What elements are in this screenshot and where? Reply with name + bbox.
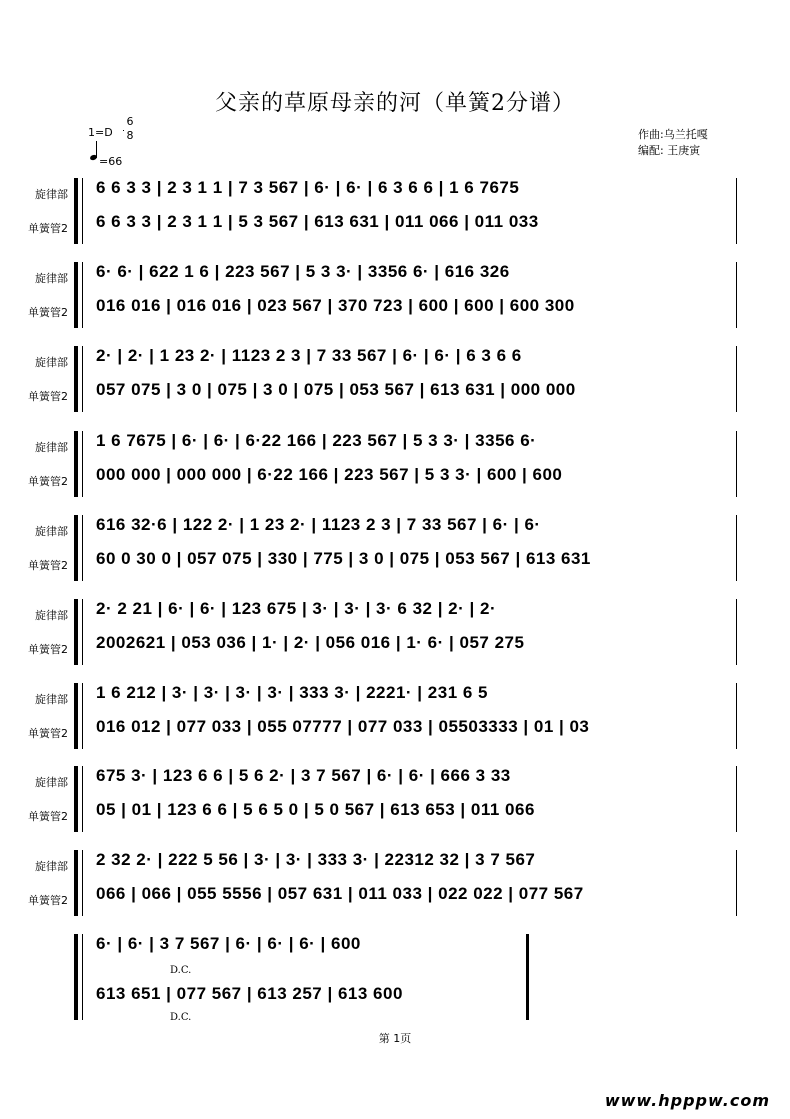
part-label-melody: 旋律部 (35, 441, 68, 454)
jianpu-notes: 2 32 2· | 222 5 56 | 3· | 3· | 333 3· | 22312 32 | 3 7 567 (96, 850, 536, 869)
notation-row-melody (96, 262, 736, 288)
notation-row-melody (96, 178, 736, 204)
system-start-barline (82, 766, 83, 832)
notation-row-clarinet2 (96, 212, 736, 238)
time-bottom: 8 (126, 129, 134, 142)
system-bracket (74, 346, 78, 412)
arranger-credit: 编配: 王庚寅 (638, 144, 701, 157)
notation-row-melody (96, 599, 736, 625)
part-label-clarinet2: 单簧管2 (28, 390, 68, 403)
system-start-barline (82, 683, 83, 749)
jianpu-notes: 066 | 066 | 055 5556 | 057 631 | 011 033 | 022 022 | 077 567 (96, 884, 584, 903)
part-label-clarinet2: 单簧管2 (28, 810, 68, 823)
jianpu-notes: 057 075 | 3 0 | 075 | 3 0 | 075 | 053 567 | 613 631 | 000 000 (96, 380, 576, 399)
system-end-barline (736, 850, 737, 916)
system-bracket (74, 766, 78, 832)
jianpu-notes: 2· 2 21 | 6· | 6· | 123 675 | 3· | 3· | 3· 6 32 | 2· | 2· (96, 599, 497, 618)
part-label-clarinet2: 单簧管2 (28, 643, 68, 656)
quarter-note-head-icon (89, 154, 97, 161)
jianpu-notes: 2· | 2· | 1 23 2· | 1123 2 3 | 7 33 567 | 6· | 6· | 6 3 6 6 (96, 346, 522, 365)
notation-row-clarinet2 (96, 549, 736, 575)
part-label-melody: 旋律部 (35, 776, 68, 789)
jianpu-notes: 675 3· | 123 6 6 | 5 6 2· | 3 7 567 | 6· | 6· | 666 3 33 (96, 766, 511, 785)
part-label-melody: 旋律部 (35, 609, 68, 622)
dc-mark-melody: D.C. (170, 965, 192, 976)
system-end-barline (736, 599, 737, 665)
staff-system-9 (0, 850, 790, 920)
jianpu-notes: 6· | 6· | 3 7 567 | 6· | 6· | 6· | 600 (96, 934, 361, 953)
system-bracket (74, 934, 78, 1020)
part-label-melody: 旋律部 (35, 272, 68, 285)
notation-row-clarinet2 (96, 717, 736, 743)
staff-system-7 (0, 683, 790, 753)
composer-credit: 作曲:乌兰托嘎 (638, 128, 708, 141)
system-bracket (74, 515, 78, 581)
time-signature (123, 115, 137, 143)
system-start-barline (82, 599, 83, 665)
system-start-barline (82, 934, 83, 1020)
part-label-clarinet2: 单簧管2 (28, 894, 68, 907)
part-label-clarinet2: 单簧管2 (28, 222, 68, 235)
part-label-melody: 旋律部 (35, 188, 68, 201)
jianpu-notes: 6 6 3 3 | 2 3 1 1 | 7 3 567 | 6· | 6· | 6 3 6 6 | 1 6 7675 (96, 178, 520, 197)
time-divider (123, 130, 124, 131)
system-bracket (74, 599, 78, 665)
system-end-barline (736, 262, 737, 328)
system-start-barline (82, 431, 83, 497)
jianpu-notes: 1 6 7675 | 6· | 6· | 6·22 166 | 223 567 | 5 3 3· | 3356 6· (96, 431, 537, 450)
system-bracket (74, 178, 78, 244)
system-end-barline (736, 346, 737, 412)
part-label-melody: 旋律部 (35, 860, 68, 873)
notation-row-melody (96, 683, 736, 709)
staff-system-4 (0, 431, 790, 501)
system-end-barline (736, 766, 737, 832)
system-bracket (74, 683, 78, 749)
notation-row-clarinet2 (96, 296, 736, 322)
final-barline (526, 934, 529, 1020)
notation-row-clarinet2 (96, 380, 736, 406)
system-bracket (74, 431, 78, 497)
notation-row-melody (96, 766, 736, 792)
notation-row-melody (96, 934, 736, 960)
staff-system-1 (0, 178, 790, 248)
notation-row-clarinet2 (96, 800, 736, 826)
jianpu-notes: 016 012 | 077 033 | 055 07777 | 077 033 | 05503333 | 01 | 03 (96, 717, 590, 736)
part-label-melody: 旋律部 (35, 693, 68, 706)
staff-system-10 (0, 934, 790, 1023)
jianpu-notes: 016 016 | 016 016 | 023 567 | 370 723 | 600 | 600 | 600 300 (96, 296, 575, 315)
key-signature: 1=D (88, 126, 113, 139)
staff-system-8 (0, 766, 790, 836)
jianpu-notes: 6 6 3 3 | 2 3 1 1 | 5 3 567 | 613 631 | 011 066 | 011 033 (96, 212, 539, 231)
system-bracket (74, 850, 78, 916)
system-end-barline (736, 431, 737, 497)
jianpu-notes: 000 000 | 000 000 | 6·22 166 | 223 567 | 5 3 3· | 600 | 600 (96, 465, 563, 484)
system-end-barline (736, 683, 737, 749)
notation-row-melody (96, 515, 736, 541)
part-label-clarinet2: 单簧管2 (28, 727, 68, 740)
notation-row-melody (96, 431, 736, 457)
system-start-barline (82, 178, 83, 244)
part-label-melody: 旋律部 (35, 525, 68, 538)
site-watermark: www.hpppw.com (604, 1091, 770, 1110)
system-end-barline (736, 515, 737, 581)
system-bracket (74, 262, 78, 328)
jianpu-notes: 1 6 212 | 3· | 3· | 3· | 3· | 333 3· | 2221· | 231 6 5 (96, 683, 489, 702)
jianpu-notes: 6· 6· | 622 1 6 | 223 567 | 5 3 3· | 3356 6· | 616 326 (96, 262, 510, 281)
system-end-barline (736, 178, 737, 244)
staff-system-6 (0, 599, 790, 669)
page-footer: 第 1页 (378, 1032, 412, 1045)
notation-row-melody (96, 850, 736, 876)
staff-system-5 (0, 515, 790, 585)
jianpu-notes: 613 651 | 077 567 | 613 257 | 613 600 (96, 984, 403, 1003)
tempo-marking: =66 (99, 155, 123, 168)
part-label-clarinet2: 单簧管2 (28, 559, 68, 572)
notation-row-melody (96, 346, 736, 372)
jianpu-notes: 05 | 01 | 123 6 6 | 5 6 5 0 | 5 0 567 | 613 653 | 011 066 (96, 800, 535, 819)
jianpu-notes: 2002621 | 053 036 | 1· | 2· | 056 016 | 1· 6· | 057 275 (96, 633, 525, 652)
staff-system-3 (0, 346, 790, 416)
system-start-barline (82, 850, 83, 916)
notation-row-clarinet2 (96, 984, 736, 1010)
system-start-barline (82, 346, 83, 412)
part-label-clarinet2: 单簧管2 (28, 306, 68, 319)
part-label-melody: 旋律部 (35, 356, 68, 369)
notation-row-clarinet2 (96, 884, 736, 910)
system-start-barline (82, 262, 83, 328)
notation-row-clarinet2 (96, 633, 736, 659)
jianpu-notes: 616 32·6 | 122 2· | 1 23 2· | 1123 2 3 | 7 33 567 | 6· | 6· (96, 515, 541, 534)
dc-mark-clarinet2: D.C. (170, 1012, 192, 1023)
staff-system-2 (0, 262, 790, 332)
score-title: 父亲的草原母亲的河（单簧2分谱） (215, 91, 575, 116)
part-label-clarinet2: 单簧管2 (28, 475, 68, 488)
notation-row-clarinet2 (96, 465, 736, 491)
jianpu-notes: 60 0 30 0 | 057 075 | 330 | 775 | 3 0 | 075 | 053 567 | 613 631 (96, 549, 591, 568)
time-top: 6 (126, 115, 134, 128)
system-start-barline (82, 515, 83, 581)
